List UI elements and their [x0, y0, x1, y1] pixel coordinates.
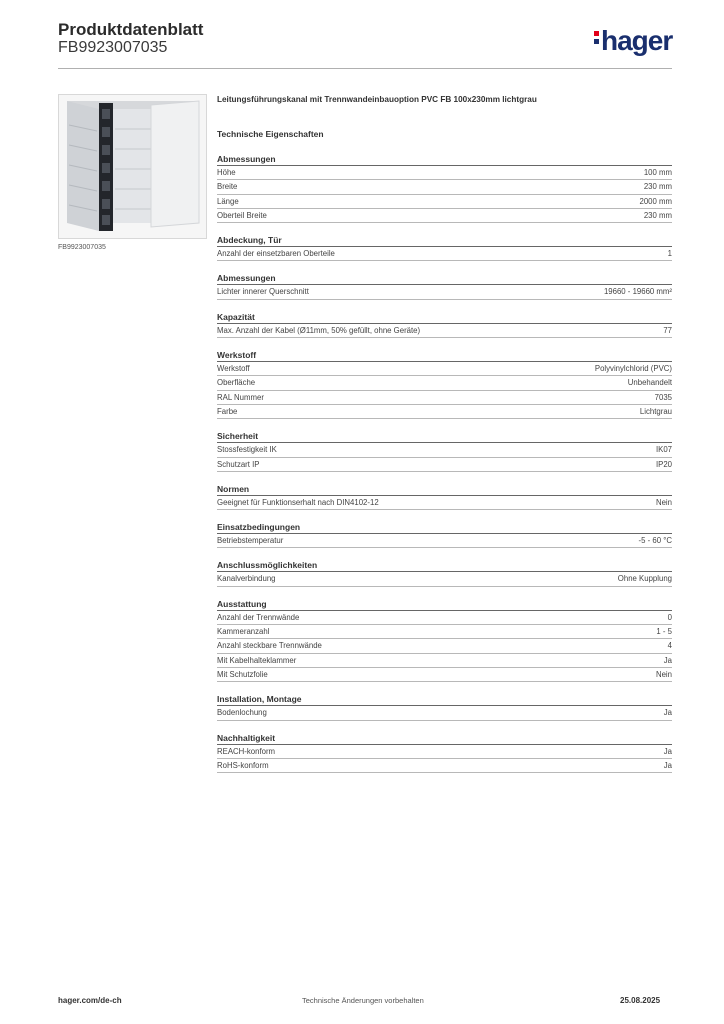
spec-row [217, 706, 672, 720]
spec-section [217, 430, 672, 472]
spec-label: Breite [217, 182, 238, 192]
spec-value: 4 [667, 641, 672, 651]
spec-label: Anzahl der Trennwände [217, 612, 300, 622]
document-title: Produktdatenblatt [58, 20, 204, 39]
hager-logo[interactable] [594, 26, 672, 56]
spec-row [217, 534, 672, 548]
spec-sections [217, 153, 672, 773]
spec-value: 230 mm [643, 182, 672, 192]
spec-value: Ja [663, 708, 672, 718]
spec-label: Anzahl der einsetzbaren Oberteile [217, 249, 335, 259]
spec-section [217, 234, 672, 261]
spec-row [217, 745, 672, 759]
tech-properties-heading: Technische Eigenschaften [217, 129, 324, 139]
section-title: Abmessungen [217, 272, 672, 285]
spec-section [217, 272, 672, 299]
spec-label: Schutzart IP [217, 459, 260, 469]
spec-row [217, 195, 672, 209]
spec-section [217, 153, 672, 223]
spec-value: 0 [667, 612, 672, 622]
spec-section [217, 349, 672, 419]
spec-row [217, 362, 672, 376]
spec-value: Ja [663, 746, 672, 756]
logo-text: hager [601, 25, 673, 56]
spec-label: Betriebstemperatur [217, 536, 284, 546]
spec-label: Kanalverbindung [217, 574, 276, 584]
spec-row [217, 247, 672, 261]
section-title: Kapazität [217, 311, 672, 324]
product-image [58, 94, 207, 239]
spec-value: 1 [667, 249, 672, 259]
spec-value: 100 mm [643, 168, 672, 177]
spec-label: Höhe [217, 168, 236, 177]
spec-row [217, 180, 672, 194]
section-title: Normen [217, 483, 672, 496]
spec-label: Anzahl steckbare Trennwände [217, 641, 322, 651]
spec-value: 1 - 5 [656, 627, 672, 637]
spec-row [217, 285, 672, 299]
section-title: Werkstoff [217, 349, 672, 362]
spec-section [217, 311, 672, 338]
spec-section [217, 521, 672, 548]
spec-value: 19660 - 19660 mm² [603, 287, 672, 297]
spec-value: Ohne Kupplung [617, 574, 672, 584]
section-title: Anschlussmöglichkeiten [217, 559, 672, 572]
spec-value: -5 - 60 °C [638, 536, 672, 546]
spec-label: RAL Nummer [217, 392, 264, 402]
spec-label: Oberteil Breite [217, 210, 267, 220]
section-title: Installation, Montage [217, 693, 672, 706]
spec-label: Stossfestigkeit IK [217, 445, 277, 455]
spec-value: Ja [663, 760, 672, 770]
spec-label: Max. Anzahl der Kabel (Ø11mm, 50% gefüllt, ohne Geräte) [217, 325, 421, 335]
spec-label: Länge [217, 196, 239, 206]
spec-label: RoHS-konform [217, 760, 269, 770]
spec-section [217, 693, 672, 720]
section-title: Nachhaltigkeit [217, 732, 672, 745]
spec-row [217, 376, 672, 390]
spec-row [217, 654, 672, 668]
spec-value: IP20 [655, 459, 672, 469]
spec-label: Bodenlochung [217, 708, 267, 718]
spec-row [217, 625, 672, 639]
spec-value: 230 mm [643, 210, 672, 220]
spec-value: 77 [663, 325, 672, 335]
spec-section [217, 559, 672, 586]
image-caption: FB9923007035 [58, 244, 106, 251]
logo-colon-icon [594, 31, 599, 44]
spec-value: Polyvinylchlorid (PVC) [594, 364, 672, 374]
spec-row [217, 324, 672, 338]
spec-label: Farbe [217, 406, 238, 416]
product-description: Leitungsführungskanal mit Trennwandeinbauoption PVC FB 100x230mm lichtgrau [217, 95, 537, 104]
spec-row [217, 668, 672, 682]
section-title: Abdeckung, Tür [217, 234, 672, 247]
spec-row [217, 443, 672, 457]
section-title: Abmessungen [217, 153, 672, 166]
section-title: Ausstattung [217, 598, 672, 611]
spec-section [217, 598, 672, 682]
spec-section [217, 483, 672, 510]
section-title: Einsatzbedingungen [217, 521, 672, 534]
spec-value: Lichtgrau [639, 406, 672, 416]
spec-value: Ja [663, 655, 672, 665]
spec-label: Lichter innerer Querschnitt [217, 287, 309, 297]
spec-row [217, 458, 672, 472]
cable-duct-icon [59, 95, 206, 238]
spec-label: Oberfläche [217, 378, 256, 388]
spec-section [217, 732, 672, 774]
spec-row [217, 405, 672, 419]
spec-row [217, 759, 672, 773]
spec-label: REACH-konform [217, 746, 276, 756]
spec-row [217, 611, 672, 625]
spec-value: 2000 mm [639, 196, 672, 206]
footer-note: Technische Änderungen vorbehalten [302, 996, 424, 1005]
spec-row [217, 572, 672, 586]
footer-website-link[interactable]: hager.com/de-ch [58, 996, 122, 1005]
spec-content [217, 94, 672, 773]
footer-date: 25.08.2025 [620, 996, 661, 1005]
spec-label: Kammeranzahl [217, 627, 270, 637]
spec-row [217, 166, 672, 180]
spec-value: Nein [655, 669, 672, 679]
spec-value: Nein [655, 497, 672, 507]
spec-row [217, 391, 672, 405]
spec-label: Mit Schutzfolie [217, 669, 268, 679]
header-divider [58, 68, 672, 69]
spec-row [217, 496, 672, 510]
spec-value: 7035 [654, 392, 672, 402]
product-number: FB9923007035 [58, 39, 168, 56]
spec-label: Werkstoff [217, 364, 250, 374]
spec-row [217, 209, 672, 223]
spec-value: IK07 [655, 445, 672, 455]
spec-label: Geeignet für Funktionserhalt nach DIN4102-12 [217, 497, 379, 507]
spec-value: Unbehandelt [627, 378, 672, 388]
spec-row [217, 639, 672, 653]
section-title: Sicherheit [217, 430, 672, 443]
spec-label: Mit Kabelhalteklammer [217, 655, 297, 665]
